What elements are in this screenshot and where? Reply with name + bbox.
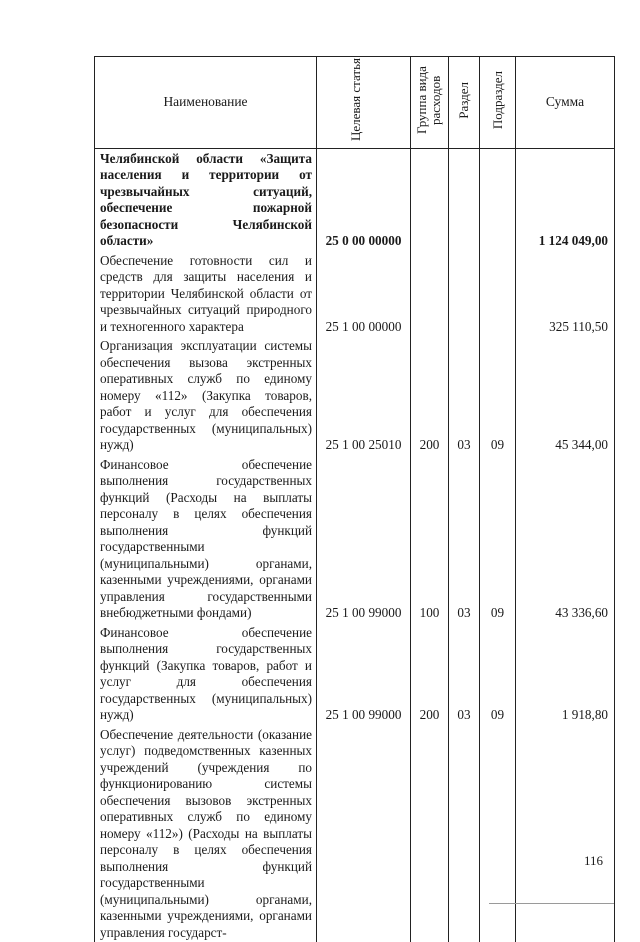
- row-group: [411, 251, 449, 337]
- page-number: 116: [584, 853, 603, 869]
- row-group: 100: [411, 455, 449, 623]
- row-subsection: 09: [480, 623, 516, 725]
- budget-table: [94, 56, 615, 942]
- header-section: Раздел: [449, 57, 480, 149]
- row-target-code: 25 1 00 99000: [317, 455, 411, 623]
- table-header-row: [95, 57, 615, 149]
- row-subsection: [480, 148, 516, 251]
- row-name: Организация эксплуатации системы обеспечения вызова экстренных оперативных служб по единому номеру «112» (Закупка товаров, работ и услуг для обеспечения государственных (муниципальных) нужд): [95, 336, 317, 455]
- row-target-code: 25 1 00 00000: [317, 251, 411, 337]
- row-sum: 45 344,00: [516, 336, 615, 455]
- header-sum: Сумма: [516, 57, 615, 149]
- header-target-article: Целевая статья: [317, 57, 411, 149]
- row-name: Челябинской области «Защита населения и территории от чрезвычайных ситуаций, обеспечение пожарной безопасности Челябинской области»: [95, 148, 317, 251]
- row-sum: 325 110,50: [516, 251, 615, 337]
- row-section: [449, 251, 480, 337]
- row-subsection: [480, 251, 516, 337]
- header-expense-group: Группа вида расходов: [411, 57, 449, 149]
- row-sum: 1 918,80: [516, 623, 615, 725]
- row-group: [411, 148, 449, 251]
- row-target-code: [317, 725, 411, 942]
- table-row: [95, 336, 615, 455]
- row-section: 03: [449, 455, 480, 623]
- row-sum: [516, 725, 615, 942]
- row-subsection: 09: [480, 455, 516, 623]
- footer-rule: [489, 903, 614, 904]
- row-name: Обеспечение готовности сил и средств для защиты населения и территории Челябинской области от чрезвычайных ситуаций природного и техногенного характера: [95, 251, 317, 337]
- row-name: Обеспечение деятельности (оказание услуг) подведомственных казенных учреждений (учреждения по функционированию системы обеспечения вызовов экстренных оперативных служб по единому номеру «112») (Расходы на выплаты персоналу в целях обеспечения выполнения функций государственными (муниципальными) органами, казенными учреждениями, органами управления государст-: [95, 725, 317, 942]
- row-name: Финансовое обеспечение выполнения государственных функций (Закупка товаров, работ и услуг для обеспечения государственных (муниципальных) нужд): [95, 623, 317, 725]
- row-sum: 43 336,60: [516, 455, 615, 623]
- header-subsection: Подраздел: [480, 57, 516, 149]
- row-section: 03: [449, 336, 480, 455]
- table-row: [95, 251, 615, 337]
- row-section: [449, 148, 480, 251]
- header-name: Наименование: [95, 57, 317, 149]
- table-row: [95, 623, 615, 725]
- row-subsection: [480, 725, 516, 942]
- table-row: [95, 455, 615, 623]
- row-section: 03: [449, 623, 480, 725]
- table-row: [95, 148, 615, 251]
- row-sum: 1 124 049,00: [516, 148, 615, 251]
- row-subsection: 09: [480, 336, 516, 455]
- row-name: Финансовое обеспечение выполнения государственных функций (Расходы на выплаты персоналу в целях обеспечения выполнения функций государственными (муниципальными) органами, казенными учреждениями, органами управления государственными внебюджетными фондами): [95, 455, 317, 623]
- row-group: 200: [411, 336, 449, 455]
- row-target-code: 25 1 00 25010: [317, 336, 411, 455]
- row-group: [411, 725, 449, 942]
- row-target-code: 25 1 00 99000: [317, 623, 411, 725]
- row-group: 200: [411, 623, 449, 725]
- table-row: [95, 725, 615, 942]
- row-section: [449, 725, 480, 942]
- row-target-code: 25 0 00 00000: [317, 148, 411, 251]
